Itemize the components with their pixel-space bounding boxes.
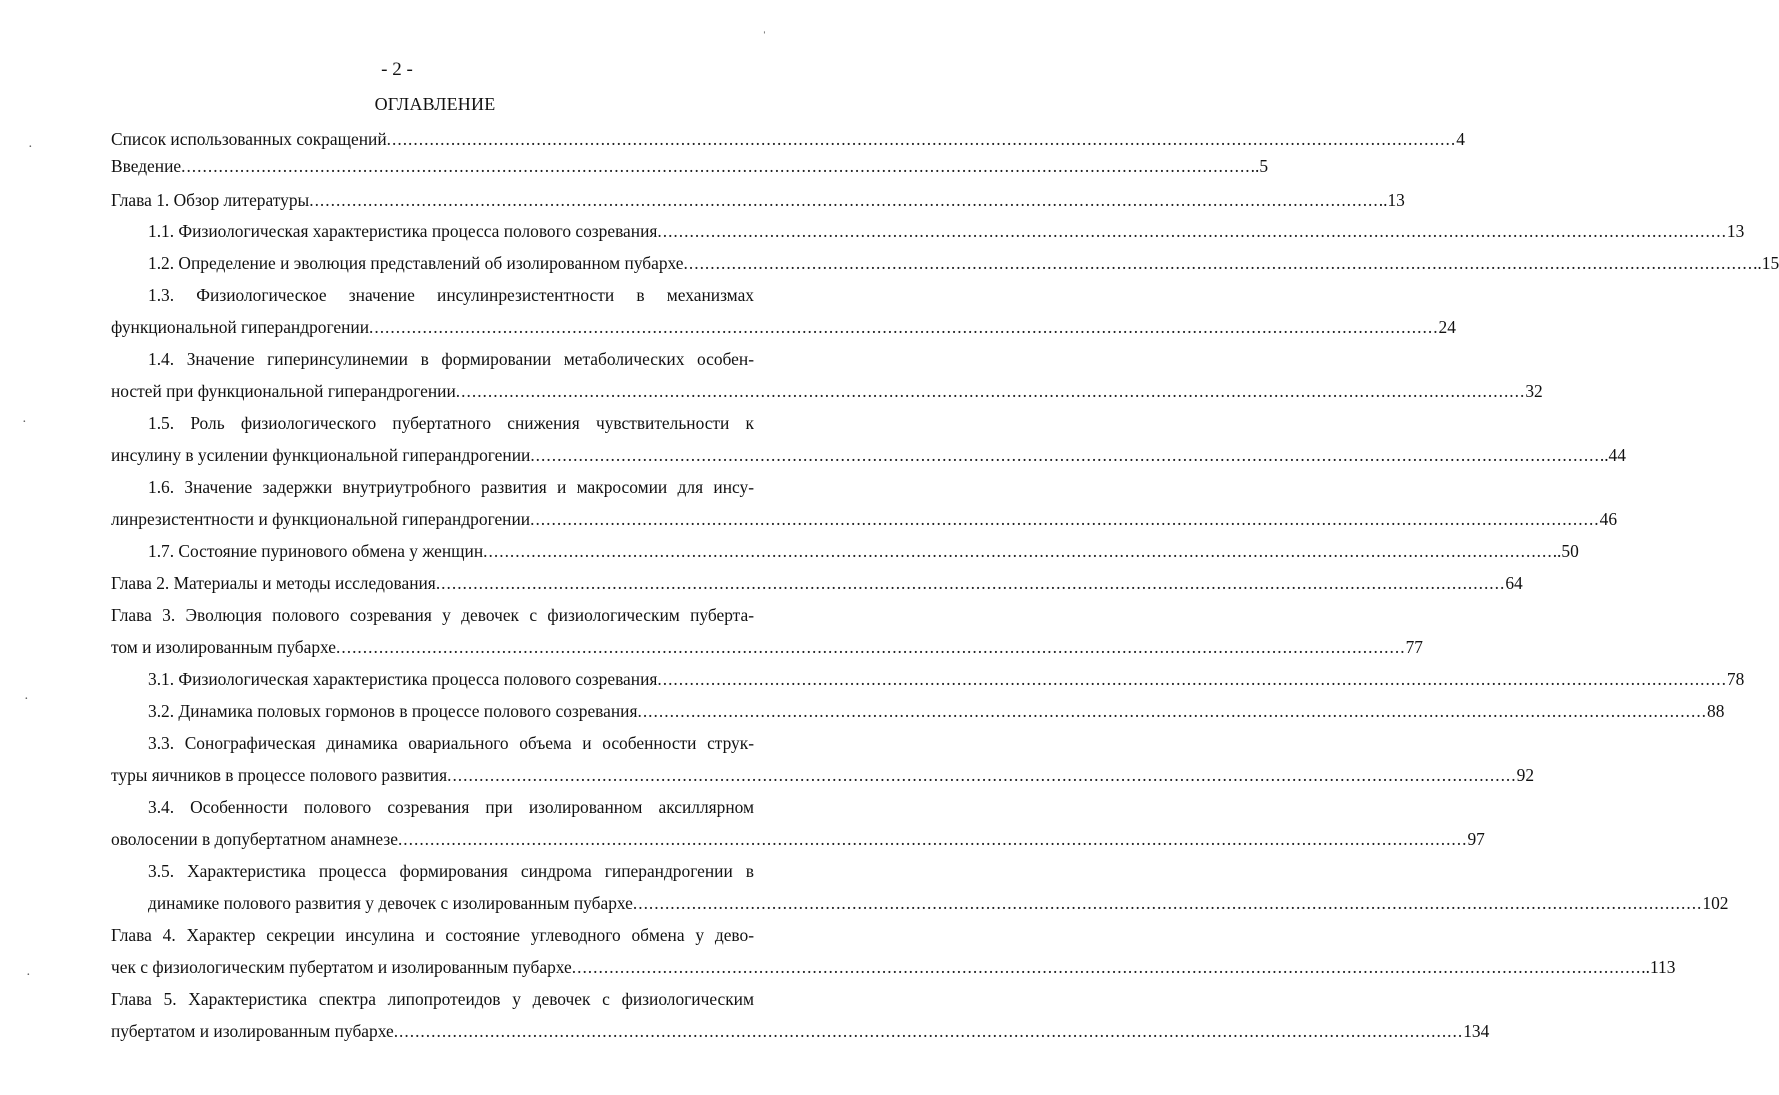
toc-entry-section-3-5[interactable]: 3.5. Характеристика процесса формирования синдрома гиперандрогении в xyxy=(148,861,754,881)
scan-mark: · xyxy=(26,968,31,983)
leader-dots xyxy=(530,443,1600,467)
toc-entry-section-1-2[interactable] xyxy=(148,251,1779,275)
toc-entry-title: 1.1. Физиологическая характеристика процесса полового созревания xyxy=(148,221,658,241)
leader-dots xyxy=(483,539,1553,563)
scan-mark: · xyxy=(28,140,33,155)
toc-entry-chapter-4-cont[interactable] xyxy=(111,955,1676,979)
toc-entry-title: динамике полового развития у девочек с изолированным пубархе xyxy=(148,893,633,913)
toc-entry-chapter-5-cont[interactable] xyxy=(111,1019,1490,1043)
toc-entry-title: пубертатом и изолированным пубархе xyxy=(111,1021,394,1041)
toc-page-number: 64 xyxy=(1505,573,1523,593)
toc-entry-chapter-3[interactable]: Глава 3. Эволюция полового созревания у девочек с физиологическим пуберта- xyxy=(111,605,754,625)
toc-entry-section-1-1[interactable] xyxy=(148,219,1745,243)
toc-entry-introduction[interactable] xyxy=(111,154,1269,178)
leader-dots xyxy=(309,188,1379,212)
toc-page-number: 78 xyxy=(1726,669,1745,689)
toc-entry-title: Глава 1. Обзор литературы xyxy=(111,190,310,210)
toc-entry-section-3-4[interactable]: 3.4. Особенности полового созревания при изолированном аксиллярном xyxy=(148,797,754,817)
leader-dots xyxy=(398,827,1468,851)
toc-entry-chapter-1[interactable] xyxy=(111,188,1405,212)
toc-entry-title: ностей при функциональной гиперандрогении xyxy=(111,381,456,401)
leader-dots xyxy=(369,315,1439,339)
toc-entry-title: Введение xyxy=(111,156,182,176)
leader-dots xyxy=(657,219,1727,243)
leader-dots xyxy=(456,379,1526,403)
toc-page-number: ..15 xyxy=(1753,253,1779,273)
toc-entry-section-3-2[interactable] xyxy=(148,699,1725,723)
scan-mark: · xyxy=(22,415,27,430)
leader-dots xyxy=(572,955,1642,979)
toc-entry-section-1-3-cont[interactable] xyxy=(111,315,1456,339)
leader-dots xyxy=(530,507,1600,531)
leader-dots xyxy=(436,571,1506,595)
toc-entry-title: 3.1. Физиологическая характеристика процесса полового созревания xyxy=(148,669,658,689)
toc-entry-section-3-3-cont[interactable] xyxy=(111,763,1535,787)
toc-entry-section-1-4[interactable]: 1.4. Значение гиперинсулинемии в формировании метаболических особен- xyxy=(148,349,754,369)
toc-page-number: 46 xyxy=(1599,509,1618,529)
toc-entry-section-3-1[interactable] xyxy=(148,667,1745,691)
leader-dots xyxy=(387,127,1457,151)
toc-entry-title: оволосении в допубертатном анамнезе xyxy=(111,829,398,849)
leader-dots xyxy=(637,699,1707,723)
toc-entry-title: чек с физиологическим пубертатом и изолированным пубархе xyxy=(111,957,572,977)
toc-page-number: 102 xyxy=(1702,893,1729,913)
toc-page-number: ..50 xyxy=(1552,541,1579,561)
toc-entry-title: линрезистентности и функциональной гиперандрогении xyxy=(111,509,531,529)
toc-entry-title: 1.7. Состояние пуринового обмена у женщин xyxy=(148,541,484,561)
toc-entry-title: 3.2. Динамика половых гормонов в процессе полового созревания xyxy=(148,701,638,721)
scan-mark: · xyxy=(24,692,29,707)
toc-entry-section-1-6[interactable]: 1.6. Значение задержки внутриутробного развития и макросомии для инсу- xyxy=(148,477,754,497)
toc-page-number: ..113 xyxy=(1641,957,1676,977)
toc-page-number: 32 xyxy=(1525,381,1543,401)
leader-dots xyxy=(336,635,1406,659)
toc-entry-section-1-5[interactable]: 1.5. Роль физиологического пубертатного снижения чувствительности к xyxy=(148,413,754,433)
page-title: ОГЛАВЛЕНИЕ xyxy=(374,94,496,114)
toc-entry-chapter-4[interactable]: Глава 4. Характер секреции инсулина и состояние углеводного обмена у дево- xyxy=(111,925,754,945)
toc-entry-title: Глава 2. Материалы и методы исследования xyxy=(111,573,436,593)
toc-entry-section-3-5-cont[interactable] xyxy=(148,891,1729,915)
leader-dots xyxy=(394,1019,1464,1043)
toc-entry-title: том и изолированным пубархе xyxy=(111,637,337,657)
page-number: - 2 - xyxy=(381,59,413,80)
scan-mark: ˈ xyxy=(762,30,767,45)
toc-page-number: ..5 xyxy=(1250,156,1269,176)
leader-dots xyxy=(633,891,1703,915)
toc-entry-section-3-3[interactable]: 3.3. Сонографическая динамика овариального объема и особенности струк- xyxy=(148,733,754,753)
toc-entry-section-1-3[interactable]: 1.3. Физиологическое значение инсулинрезистентности в механизмах xyxy=(148,285,754,305)
toc-page-number: ..44 xyxy=(1599,445,1626,465)
toc-page-number: ..13 xyxy=(1378,190,1405,210)
toc-entry-section-1-5-cont[interactable] xyxy=(111,443,1626,467)
toc-page-number: 97 xyxy=(1467,829,1485,849)
toc-page-number: 4 xyxy=(1456,129,1465,149)
toc-page-number: 13 xyxy=(1726,221,1745,241)
toc-entry-abbreviations[interactable] xyxy=(111,127,1465,151)
toc-entry-section-1-6-cont[interactable] xyxy=(111,507,1618,531)
toc-entry-title: туры яичников в процессе полового развития xyxy=(111,765,448,785)
toc-entry-section-3-4-cont[interactable] xyxy=(111,827,1485,851)
toc-page-number: 134 xyxy=(1463,1021,1490,1041)
toc-entry-title: инсулину в усилении функциональной гиперандрогении xyxy=(111,445,531,465)
toc-entry-section-1-4-cont[interactable] xyxy=(111,379,1543,403)
toc-page-number: 92 xyxy=(1516,765,1535,785)
toc-entry-chapter-5[interactable]: Глава 5. Характеристика спектра липопротеидов у девочек с физиологическим xyxy=(111,989,754,1009)
leader-dots xyxy=(684,251,1754,275)
toc-entry-section-1-7[interactable] xyxy=(148,539,1579,563)
toc-page-number: 77 xyxy=(1405,637,1423,657)
toc-entry-title: функциональной гиперандрогении xyxy=(111,317,370,337)
toc-page-number: 88 xyxy=(1707,701,1725,721)
leader-dots xyxy=(181,154,1251,178)
toc-entry-chapter-3-cont[interactable] xyxy=(111,635,1423,659)
leader-dots xyxy=(657,667,1727,691)
toc-entry-chapter-2[interactable] xyxy=(111,571,1523,595)
toc-page-number: 24 xyxy=(1438,317,1456,337)
toc-entry-title: Список использованных сокращений xyxy=(111,129,387,149)
leader-dots xyxy=(447,763,1517,787)
toc-entry-title: 1.2. Определение и эволюция представлений об изолированном пубархе xyxy=(148,253,684,273)
